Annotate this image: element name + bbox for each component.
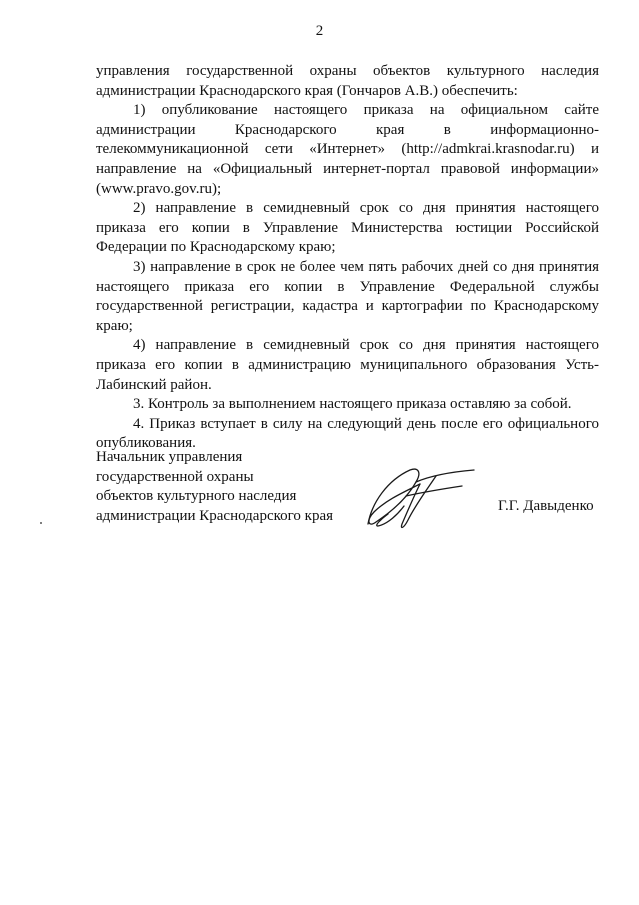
signatory-position	[96, 448, 333, 526]
signatory-position-line: администрации Краснодарского края	[96, 507, 334, 524]
signatory-position-line: объектов культурного наследия	[96, 488, 297, 504]
paragraph-control: 3. Контроль за выполнением настоящего приказа оставляю за собой.	[133, 396, 572, 413]
signatory-name: Г.Г. Давыденко	[498, 498, 594, 514]
handwritten-signature	[358, 462, 488, 534]
signatory-position-line: Начальник управления	[96, 449, 243, 465]
signatory-position-line: государственной охраны	[96, 468, 254, 485]
paragraph-item-1: 1) опубликование настоящего приказа на официальном сайте администрации Краснодарского края в информационно-телекоммуникационной сети «Интернет» (http://admkrai.krasnodar.ru) и направление на «Официальный интернет-портал правовой информации» (www.pravo.gov.ru);	[96, 102, 599, 197]
paragraph-effective-date: 4. Приказ вступает в силу на следующий день после его официального опубликования.	[96, 415, 599, 452]
paragraph-intro: управления государственной охраны объектов культурного наследия администрации Краснодарского края (Гончаров А.В.) обеспечить:	[96, 63, 599, 99]
document-body	[96, 62, 599, 454]
paragraph-item-2: 2) направление в семидневный срок со дня принятия настоящего приказа его копии в Управление Министерства юстиции Российской Федерации по Краснодарскому краю;	[96, 200, 599, 256]
paragraph-item-4: 4) направление в семидневный срок со дня принятия настоящего приказа его копии в администрацию муниципального образования Усть-Лабинский район.	[96, 337, 599, 393]
scan-speck	[40, 522, 42, 524]
paragraph-item-3: 3) направление в срок не более чем пять рабочих дней со дня принятия настоящего приказа его копии в Управление Федеральной службы государственной регистрации, кадастра и картографии по Краснодарскому краю;	[96, 258, 599, 334]
page-number: 2	[315, 23, 324, 39]
